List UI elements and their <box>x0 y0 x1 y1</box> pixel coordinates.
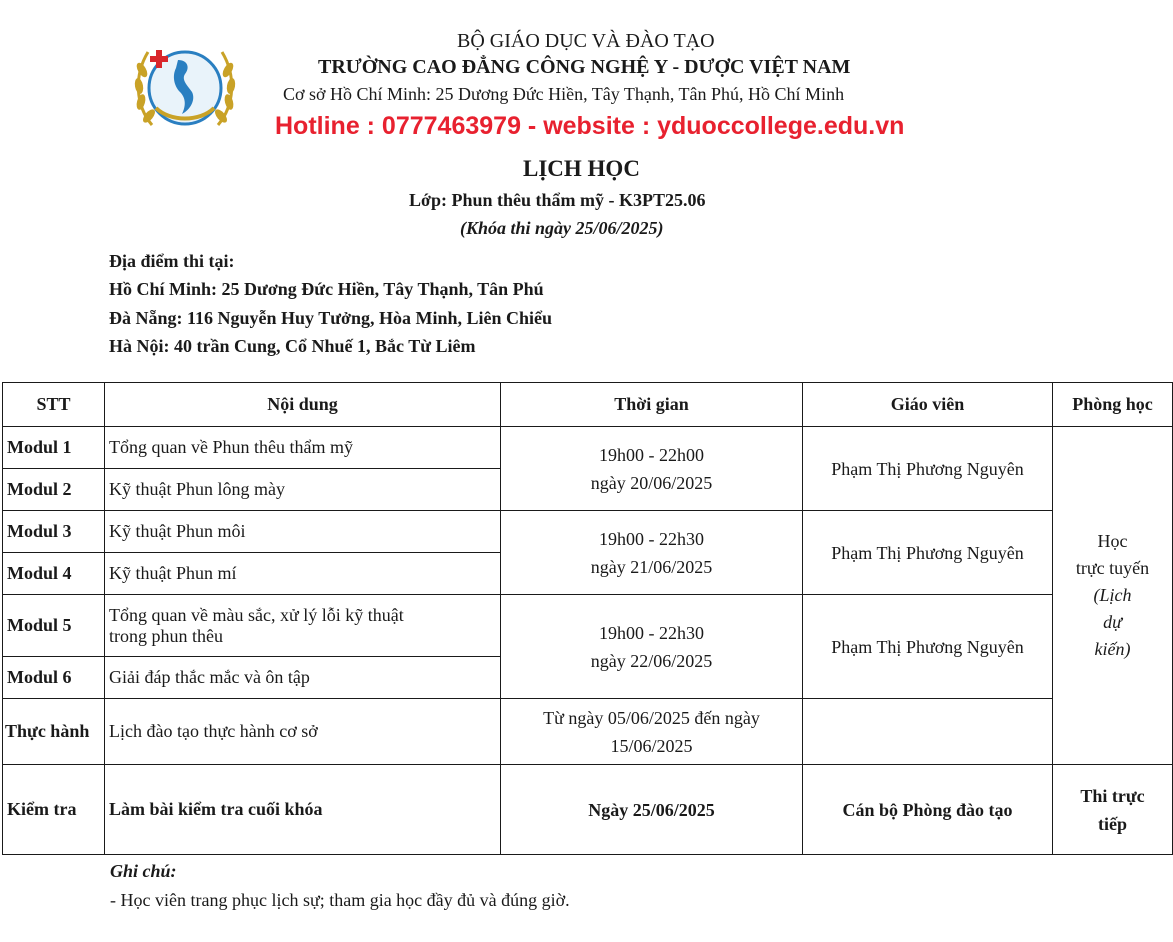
page-title: LỊCH HỌC <box>523 156 640 181</box>
location-hcm: Hồ Chí Minh: 25 Dương Đức Hiền, Tây Thạnh, Tân Phú <box>109 279 544 299</box>
row-stt: Thực hành <box>3 699 105 765</box>
room-exam-line1: Thi trực <box>1080 785 1145 806</box>
room-online-note2: dự <box>1103 612 1122 632</box>
table-row <box>3 699 1173 765</box>
room-online <box>1053 427 1173 765</box>
time-range: 19h00 - 22h30 <box>599 622 704 643</box>
group-time <box>501 511 803 595</box>
header-teacher: Giáo viên <box>803 383 1053 427</box>
school-logo <box>130 30 240 140</box>
location-label: Địa điểm thi tại: <box>109 251 235 271</box>
room-online-note1: (Lịch <box>1093 585 1132 605</box>
room-exam <box>1053 765 1173 855</box>
group-teacher: Phạm Thị Phương Nguyên <box>803 511 1053 595</box>
room-online-note3: kiến) <box>1094 639 1131 659</box>
row-content-line1: Tổng quan về màu sắc, xử lý lỗi kỹ thuật <box>109 604 404 625</box>
campus-address: Cơ sở Hồ Chí Minh: 25 Dương Đức Hiền, Tây Thạnh, Tân Phú, Hồ Chí Minh <box>283 84 845 104</box>
row-stt: Modul 1 <box>3 427 105 469</box>
group-teacher: Phạm Thị Phương Nguyên <box>803 427 1053 511</box>
practice-time-line1: Từ ngày 05/06/2025 đến ngày <box>543 707 760 728</box>
row-stt: Modul 4 <box>3 553 105 595</box>
class-name: Lớp: Phun thêu thẩm mỹ - K3PT25.06 <box>409 190 706 210</box>
row-stt: Modul 6 <box>3 657 105 699</box>
row-content: Giải đáp thắc mắc và ôn tập <box>105 657 501 699</box>
ministry-name: BỘ GIÁO DỤC VÀ ĐÀO TẠO <box>457 30 715 52</box>
time-range: 19h00 - 22h00 <box>599 444 704 465</box>
row-content: Kỹ thuật Phun môi <box>105 511 501 553</box>
time-date: ngày 20/06/2025 <box>590 472 713 493</box>
row-content: Làm bài kiểm tra cuối khóa <box>105 765 501 855</box>
practice-time-line2: 15/06/2025 <box>610 735 693 756</box>
school-name: TRƯỜNG CAO ĐẲNG CÔNG NGHỆ Y - DƯỢC VIỆT NAM <box>318 56 851 78</box>
header-stt: STT <box>3 383 105 427</box>
practice-time <box>501 699 803 765</box>
table-row <box>3 765 1173 855</box>
group-teacher: Phạm Thị Phương Nguyên <box>803 595 1053 699</box>
header-content: Nội dung <box>105 383 501 427</box>
practice-teacher <box>803 699 1053 765</box>
header-time: Thời gian <box>501 383 803 427</box>
hotline-website: Hotline : 0777463979 - website : yduoccollege.edu.vn <box>275 112 905 140</box>
notes-item: - Học viên trang phục lịch sự; tham gia học đầy đủ và đúng giờ. <box>110 890 570 910</box>
row-stt: Modul 3 <box>3 511 105 553</box>
table-row <box>3 511 1173 553</box>
row-content: Kỹ thuật Phun lông mày <box>105 469 501 511</box>
schedule-table <box>2 382 1173 855</box>
row-content-line2: trong phun thêu <box>109 625 223 646</box>
time-date: ngày 21/06/2025 <box>590 556 713 577</box>
row-stt: Modul 2 <box>3 469 105 511</box>
room-online-line2: trực tuyến <box>1075 558 1150 578</box>
row-content: Tổng quan về Phun thêu thẩm mỹ <box>105 427 501 469</box>
room-exam-line2: tiếp <box>1098 813 1127 834</box>
row-stt: Kiểm tra <box>3 765 105 855</box>
row-content: Kỹ thuật Phun mí <box>105 553 501 595</box>
table-row <box>3 427 1173 469</box>
table-row <box>3 595 1173 657</box>
exam-teacher: Cán bộ Phòng đào tạo <box>803 765 1053 855</box>
exam-date: (Khóa thi ngày 25/06/2025) <box>460 218 664 238</box>
header-room: Phòng học <box>1053 383 1173 427</box>
time-date: ngày 22/06/2025 <box>590 650 713 671</box>
row-stt: Modul 5 <box>3 595 105 657</box>
location-danang: Đà Nẵng: 116 Nguyễn Huy Tưởng, Hòa Minh, Liên Chiểu <box>109 308 553 328</box>
notes-title: Ghi chú: <box>110 861 177 881</box>
exam-time: Ngày 25/06/2025 <box>501 765 803 855</box>
group-time <box>501 595 803 699</box>
row-content: Lịch đào tạo thực hành cơ sở <box>105 699 501 765</box>
row-content <box>105 595 501 657</box>
time-range: 19h00 - 22h30 <box>599 528 704 549</box>
location-hanoi: Hà Nội: 40 trần Cung, Cổ Nhuế 1, Bắc Từ Liêm <box>109 336 476 356</box>
table-header-row <box>3 383 1173 427</box>
room-online-line1: Học <box>1097 531 1128 551</box>
group-time <box>501 427 803 511</box>
